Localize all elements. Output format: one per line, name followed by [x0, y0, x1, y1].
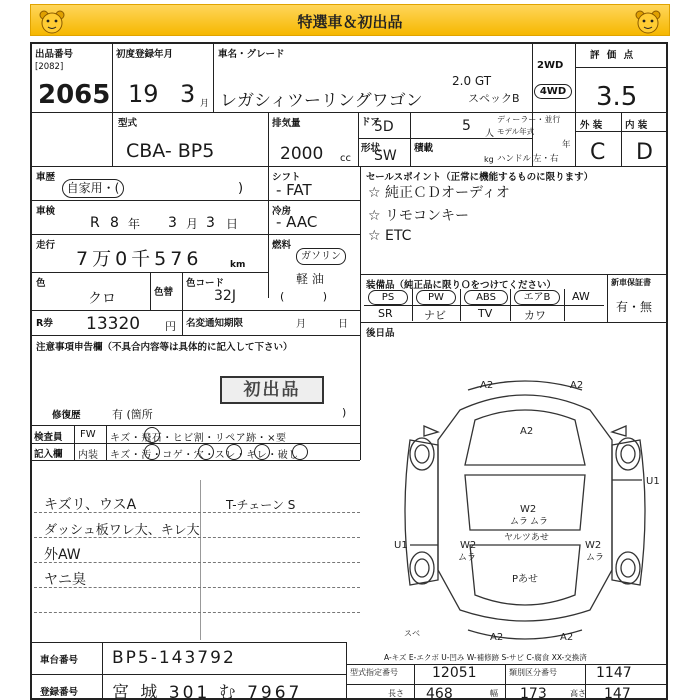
mileage-unit: km — [230, 260, 246, 270]
svg-text:スベ: スベ — [404, 629, 420, 638]
chassis-value: BP5-143792 — [112, 648, 236, 668]
svg-text:ヤルツあせ: ヤルツあせ — [504, 533, 549, 543]
report-month: 月 — [296, 319, 306, 330]
first-reg-month: 3 — [180, 80, 196, 108]
ac-label: 冷房 — [272, 206, 292, 217]
inspection-label: 車検 — [36, 206, 56, 217]
category-label: 類別区分番号 — [509, 668, 557, 677]
remark-1: キズリ、ウスA — [44, 497, 137, 513]
ac-value: - AAC — [276, 213, 318, 231]
car-name-label: 車名・グレード — [218, 49, 285, 60]
fuel-label: 燃料 — [272, 240, 292, 251]
shape-value: SW — [374, 148, 397, 164]
lot-number: 2065 — [38, 80, 111, 110]
registration-value: 宮 城 301 む 7967 — [112, 683, 303, 700]
svg-text:ムラ: ムラ — [458, 553, 477, 563]
mileage-label: 走行 — [36, 240, 56, 251]
color-tone-label: 色替 — [154, 287, 174, 298]
equipment-grid — [364, 289, 604, 321]
inspection-month-unit: 月 — [186, 217, 199, 231]
report-day: 日 — [338, 319, 348, 330]
shift-value: - FAT — [276, 181, 312, 199]
model-value: CBA- BP5 — [126, 140, 215, 162]
history-close: ) — [238, 181, 244, 196]
registration-label: 登録番号 — [40, 687, 79, 698]
mileage-value: 7万0千576 — [76, 248, 203, 270]
bear-mascot-icon — [633, 9, 663, 35]
chassis-label: 車台番号 — [40, 655, 79, 666]
first-reg-month-unit: 月 — [200, 99, 210, 109]
first-listing-stamp: 初出品 — [220, 376, 324, 404]
recycle-unit: 円 — [165, 320, 176, 333]
equip-tv: TV — [478, 307, 493, 320]
equip-pw-circled: PW — [416, 290, 456, 305]
length-value: 468 — [426, 686, 453, 700]
svg-text:ムラ: ムラ — [530, 517, 549, 527]
interior-tag: 内装 — [78, 450, 98, 461]
score-label: 評 価 点 — [590, 50, 636, 61]
svg-text:A2: A2 — [560, 632, 574, 643]
notes-label: 注意事項申告欄（不具合内容等は具体的に記入して下さい） — [36, 342, 293, 353]
capacity-value: 5 — [462, 118, 471, 134]
sales-point-2: ☆ リモコンキー — [368, 208, 470, 224]
new-car-warranty-value: 有・無 — [616, 300, 653, 314]
interior-value: D — [636, 140, 653, 165]
history-label: 車歴 — [36, 172, 56, 183]
repair-history-value: 有 (箇所 — [112, 408, 153, 421]
equipment-label: 装備品（純正品に限りＯをつけてください） — [366, 280, 557, 291]
repair-history-close: ) — [342, 406, 347, 419]
circle-mark — [226, 444, 242, 460]
remark-right: T-チェーン S — [226, 498, 296, 512]
fuel-other: ( ) — [280, 290, 328, 303]
model-year-label: モデル年式 — [497, 127, 535, 136]
inspection-year-unit: 年 — [128, 217, 141, 231]
svg-text:W2: W2 — [585, 540, 602, 551]
report-deadline-label: 名変通知期限 — [186, 318, 244, 329]
lot-sub: [2082] — [35, 62, 64, 72]
year-unit: 年 — [562, 140, 571, 150]
door-label: ドア — [361, 117, 380, 128]
equip-sr: SR — [378, 307, 393, 320]
drive-4wd-circled: 4WD — [534, 84, 572, 99]
load-unit: kg — [484, 155, 494, 164]
sales-point-3: ☆ ETC — [368, 228, 412, 244]
capacity-unit: 人 — [485, 129, 495, 139]
displacement-unit: cc — [340, 153, 351, 164]
color-value: クロ — [88, 291, 116, 307]
drive-2wd: 2WD — [537, 60, 564, 71]
svg-text:A2: A2 — [490, 632, 504, 643]
svg-text:U1: U1 — [646, 476, 660, 487]
damage-legend: A-キズ E-エクボ U-凹み W-補修跡 S-サビ C-腐食 XX-交換済 — [384, 653, 587, 662]
exterior-value: C — [590, 140, 606, 165]
shift-label: シフト — [272, 172, 301, 183]
interior-label: 内 装 — [625, 120, 648, 131]
car-name-value: レガシィツーリングワゴン — [220, 91, 423, 111]
page-title: 特選車＆初出品 — [297, 13, 403, 31]
fuel-gasoline-circled: ガソリン — [296, 248, 346, 265]
color-label: 色 — [36, 278, 46, 289]
repair-history-label: 修復歴 — [52, 410, 81, 421]
equip-airbag-circled: エアB — [514, 290, 560, 305]
inspection-year: 8 — [110, 215, 119, 231]
sales-point-1: ☆ 純正ＣＤオーディオ — [368, 185, 510, 201]
remark-2: ダッシュ板ワレ大、キレ大 — [44, 523, 200, 538]
model-label: 型式 — [118, 118, 138, 129]
inspection-day: 3 — [206, 215, 215, 231]
svg-text:A2: A2 — [520, 426, 534, 437]
equip-ps-circled: PS — [368, 290, 408, 305]
load-label: 積載 — [414, 143, 434, 154]
length-label: 長さ — [388, 689, 404, 698]
svg-text:Pあせ: Pあせ — [512, 574, 539, 585]
equip-aw: AW — [572, 290, 590, 303]
car-damage-diagram — [380, 370, 670, 650]
header-banner — [30, 4, 670, 36]
remark-4: ヤニ臭 — [44, 572, 86, 588]
svg-text:A2: A2 — [570, 380, 584, 391]
handle-options: 左・右 — [533, 154, 559, 164]
svg-text:W2: W2 — [460, 540, 477, 551]
circle-mark — [144, 427, 160, 443]
fw-tag: FW — [80, 429, 96, 440]
type-designation-label: 型式指定番号 — [350, 668, 398, 677]
fuel-diesel: 軽 油 — [296, 272, 324, 286]
door-value: 5D — [374, 119, 394, 135]
new-car-warranty-label: 新車保証書 — [611, 278, 651, 287]
first-reg-year: 19 — [128, 80, 159, 108]
entry-label: 記入欄 — [34, 449, 63, 460]
circle-mark — [144, 444, 160, 460]
height-value: 147 — [604, 686, 631, 700]
fw-options: キズ・飛石・ヒビ割・リペア跡・×要 — [110, 433, 287, 444]
equip-navi: ナビ — [424, 309, 446, 322]
color-code-label: 色コード — [186, 278, 225, 289]
handle-label: ハンドル — [497, 154, 532, 164]
inspector-label: 検査員 — [34, 432, 63, 443]
dealer-label: ディーラー・並行 — [497, 115, 561, 124]
remark-3: 外AW — [44, 547, 81, 563]
inspection-month: 3 — [168, 215, 177, 231]
equip-leather: カワ — [524, 309, 546, 322]
car-grade-2: スペックB — [468, 92, 520, 105]
exterior-label: 外 装 — [580, 120, 603, 131]
circle-mark — [292, 444, 308, 460]
type-designation-value: 12051 — [432, 665, 477, 681]
interior-options: キズ・汚・コゲ・穴・スレ・キレ・破し — [110, 450, 299, 461]
svg-text:A2: A2 — [480, 380, 494, 391]
svg-text:W2: W2 — [520, 504, 537, 515]
sales-points-label: セールスポイント（正常に機能するものに限ります） — [366, 172, 594, 183]
recycle-value: 13320 — [86, 314, 141, 334]
car-grade-1: 2.0 GT — [452, 74, 492, 88]
first-reg-label: 初度登録年月 — [116, 49, 174, 60]
svg-text:ムラ: ムラ — [510, 517, 529, 527]
later-items-label: 後日品 — [366, 328, 395, 339]
shape-label: 形状 — [361, 143, 381, 154]
displacement-value: 2000 — [280, 144, 324, 164]
inspection-day-unit: 日 — [226, 217, 239, 231]
inspection-era: R — [90, 215, 100, 231]
equip-abs-circled: ABS — [464, 290, 508, 305]
width-label: 幅 — [490, 689, 498, 698]
svg-text:ムラ: ムラ — [586, 553, 605, 563]
circle-mark — [198, 444, 214, 460]
width-value: 173 — [520, 686, 547, 700]
displacement-label: 排気量 — [272, 118, 301, 129]
category-value: 1147 — [596, 665, 632, 681]
circle-mark — [254, 444, 270, 460]
height-label: 高さ — [570, 689, 586, 698]
score-value: 3.5 — [596, 82, 638, 112]
color-code-value: 32J — [214, 288, 236, 304]
lot-label: 出品番号 — [35, 49, 74, 60]
svg-text:U1: U1 — [394, 540, 408, 551]
recycle-label: R券 — [36, 318, 53, 329]
history-value: 自家用・( — [62, 179, 124, 198]
